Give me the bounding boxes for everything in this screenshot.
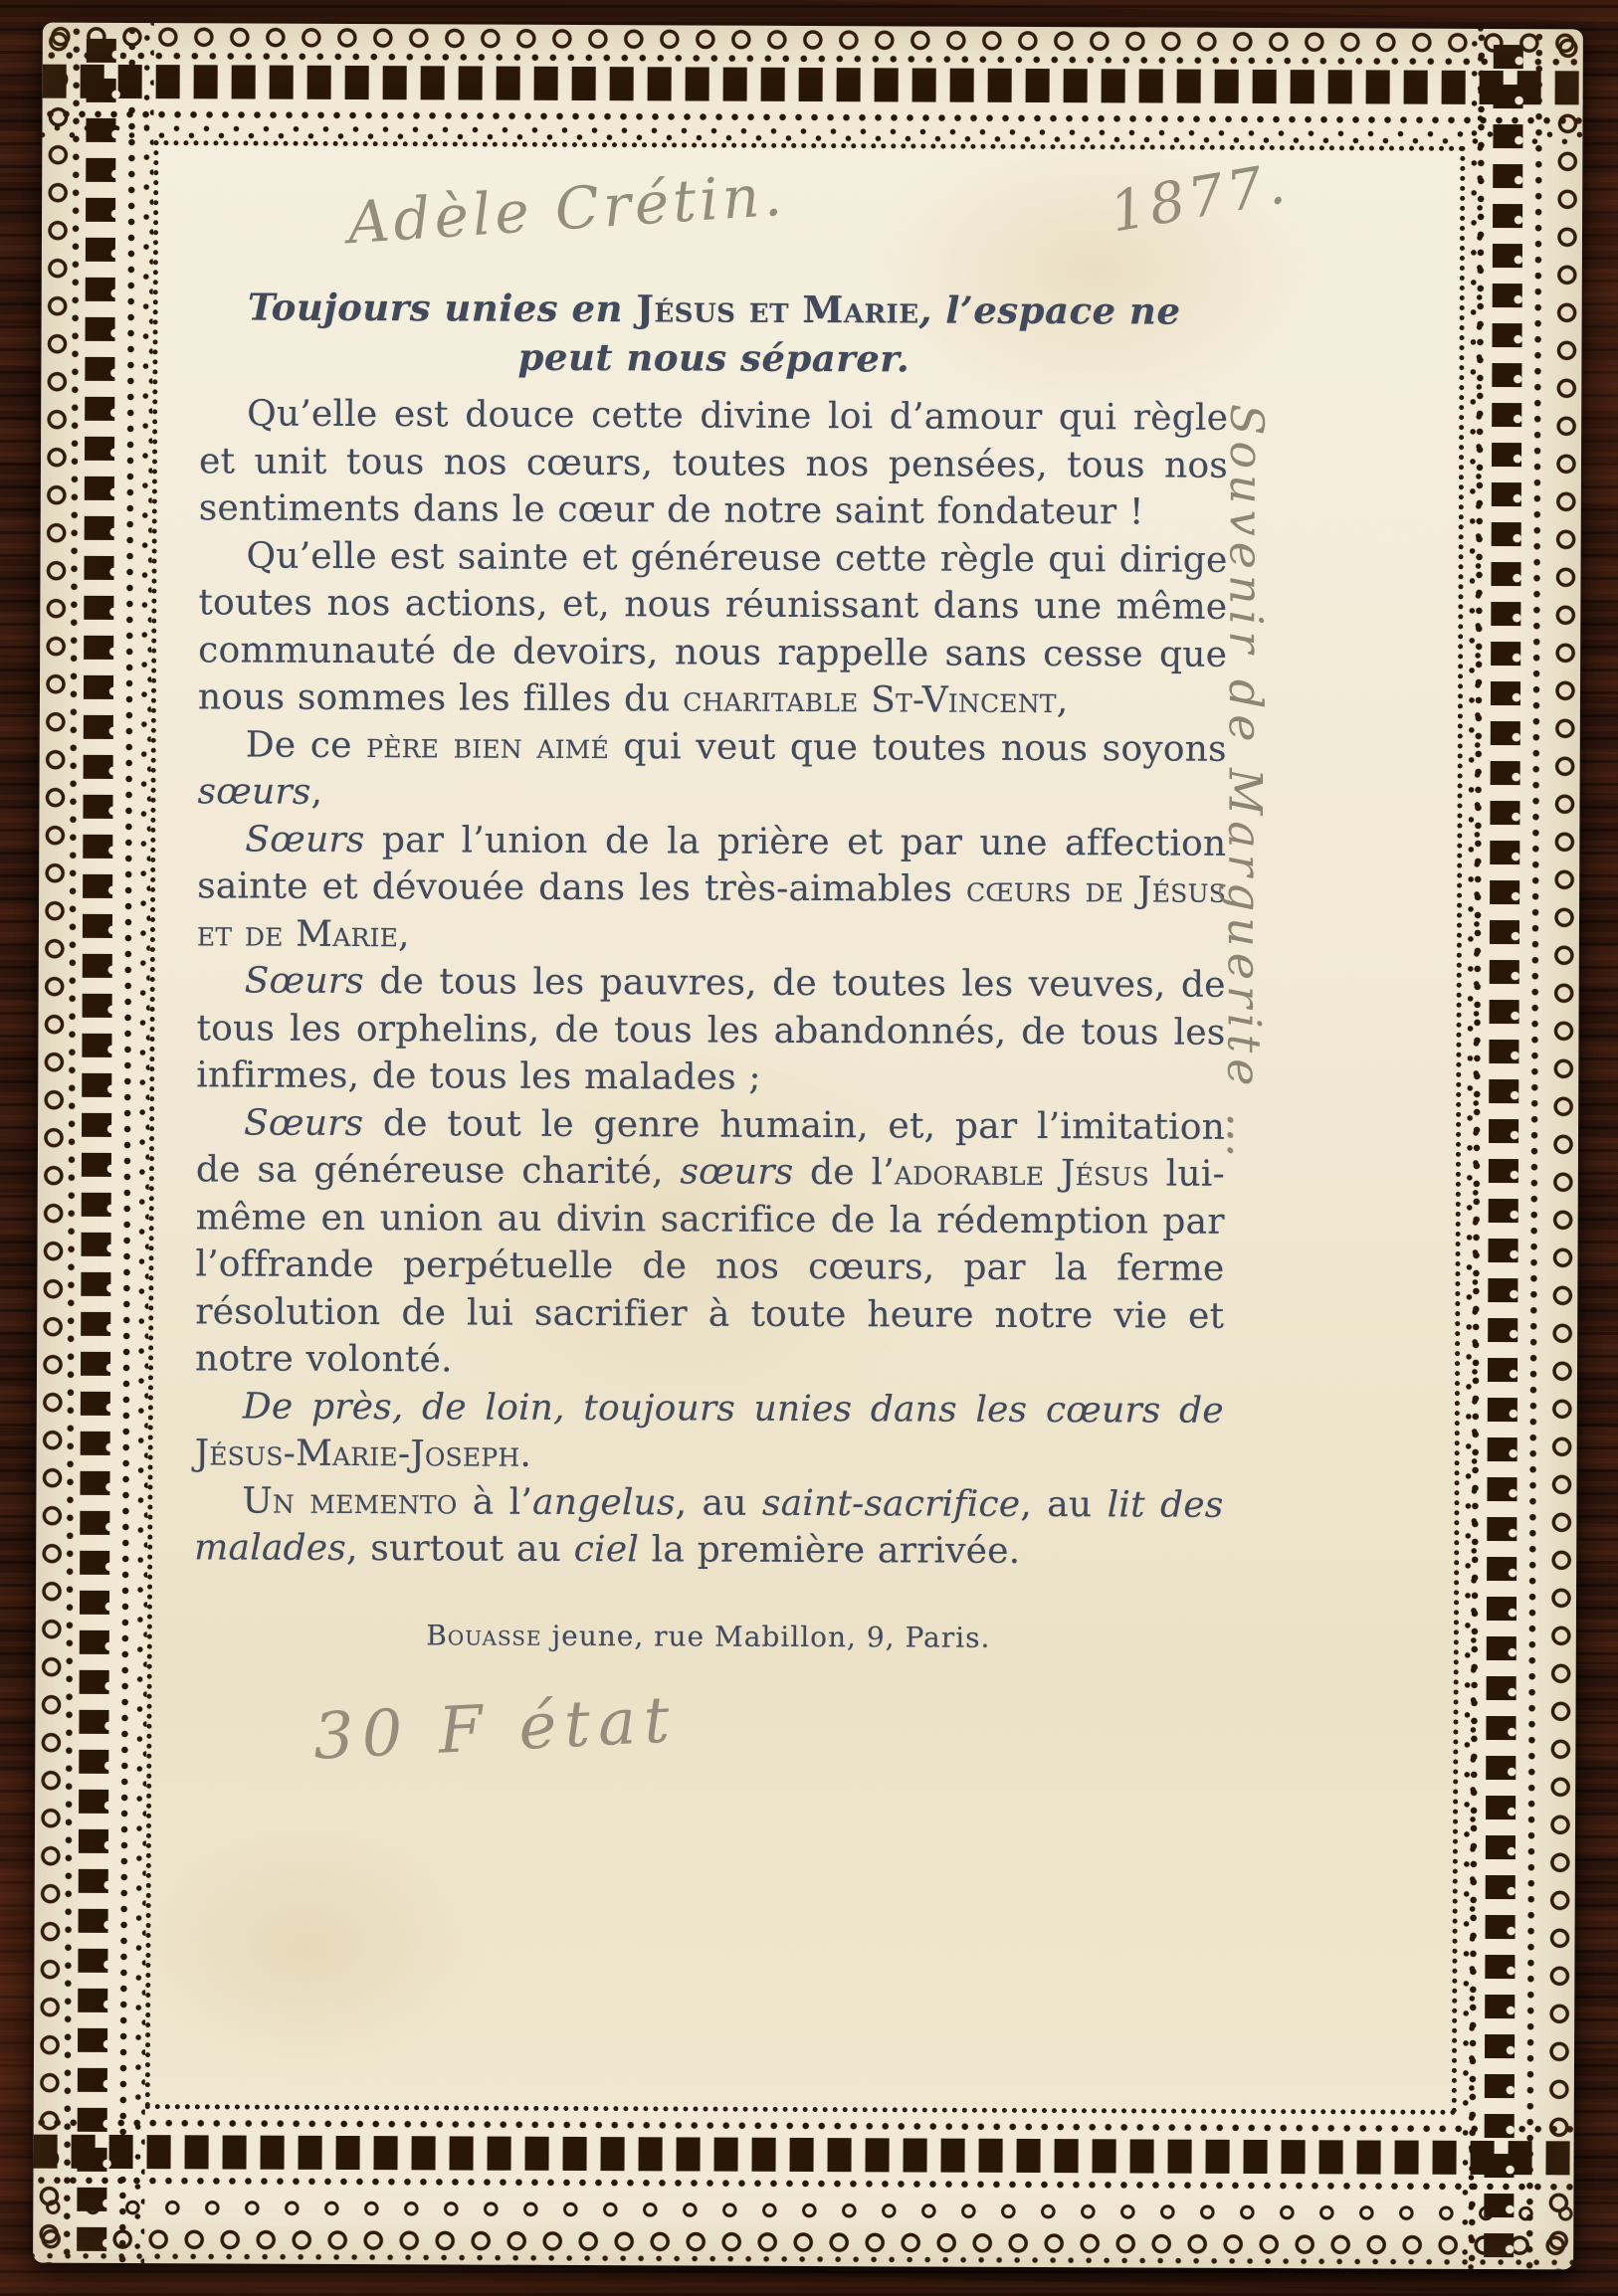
paragraph-3: De ce père bien aimé qui veut que toutes nous soyons sœurs, bbox=[197, 724, 1227, 813]
handwritten-year: 1877. bbox=[1105, 150, 1294, 246]
lace-border-top bbox=[42, 23, 1583, 147]
card-body bbox=[194, 390, 1228, 1576]
card-inner-panel bbox=[145, 140, 1466, 2115]
paragraph-7: De près, de loin, toujours unies dans les cœurs de Jésus-Marie-Joseph. bbox=[194, 1386, 1224, 1475]
card-heading: Toujours unies en Jésus et Marie, l’espace ne peut nous séparer. bbox=[247, 285, 1181, 381]
holy-card bbox=[33, 23, 1583, 2270]
publisher-imprint: Bouasse jeune, rue Mabillon, 9, Paris. bbox=[426, 1618, 991, 1654]
lace-border-left bbox=[33, 23, 154, 2263]
paragraph-4: Sœurs par l’union de la prière et par une affection sainte et dévouée dans les très-aimables cœurs de Jésus et de Marie, bbox=[196, 819, 1227, 955]
handwritten-header-row bbox=[200, 150, 1294, 286]
paragraph-2: Qu’elle est sainte et généreuse cette règle qui dirige toutes nos actions, et, nous réunissant dans une même communauté de devoirs, nous rappelle sans cesse que nous sommes les filles du charitable St-Vincent, bbox=[197, 535, 1228, 722]
paragraph-1: Qu’elle est douce cette divine loi d’amour qui règle et unit tous nos cœurs, toutes nos pensées, tous nos sentiments dans le cœur de notre saint fondateur ! bbox=[198, 393, 1229, 533]
lace-border-right bbox=[1456, 29, 1583, 2269]
lace-border-bottom bbox=[33, 2109, 1574, 2270]
pencil-price-note: 30 F état bbox=[311, 1682, 680, 1775]
paragraph-6: Sœurs de tout le genre humain, et, par l’imitation de sa généreuse charité, sœurs de l’adorable Jésus lui-même en union au divin sacrifice de la rédemption par l’offrande perpétuelle de nos cœurs, par la ferme résolution de lui sacrifier à toute heure notre vie et notre volonté. bbox=[194, 1102, 1226, 1381]
paragraph-5: Sœurs de tous les pauvres, de toutes les veuves, de tous les orphelins, de tous les abandonnés, de tous les infirmes, de tous les malades ; bbox=[196, 960, 1226, 1098]
paragraph-8: Un memento à l’angelus, au saint-sacrifice, au lit des malades, surtout au ciel la première arrivée. bbox=[194, 1480, 1224, 1572]
vertical-handwriting-note: Souvenir de Marguerite … bbox=[1216, 403, 1275, 1165]
handwritten-owner-name: Adèle Crétin. bbox=[345, 160, 788, 258]
